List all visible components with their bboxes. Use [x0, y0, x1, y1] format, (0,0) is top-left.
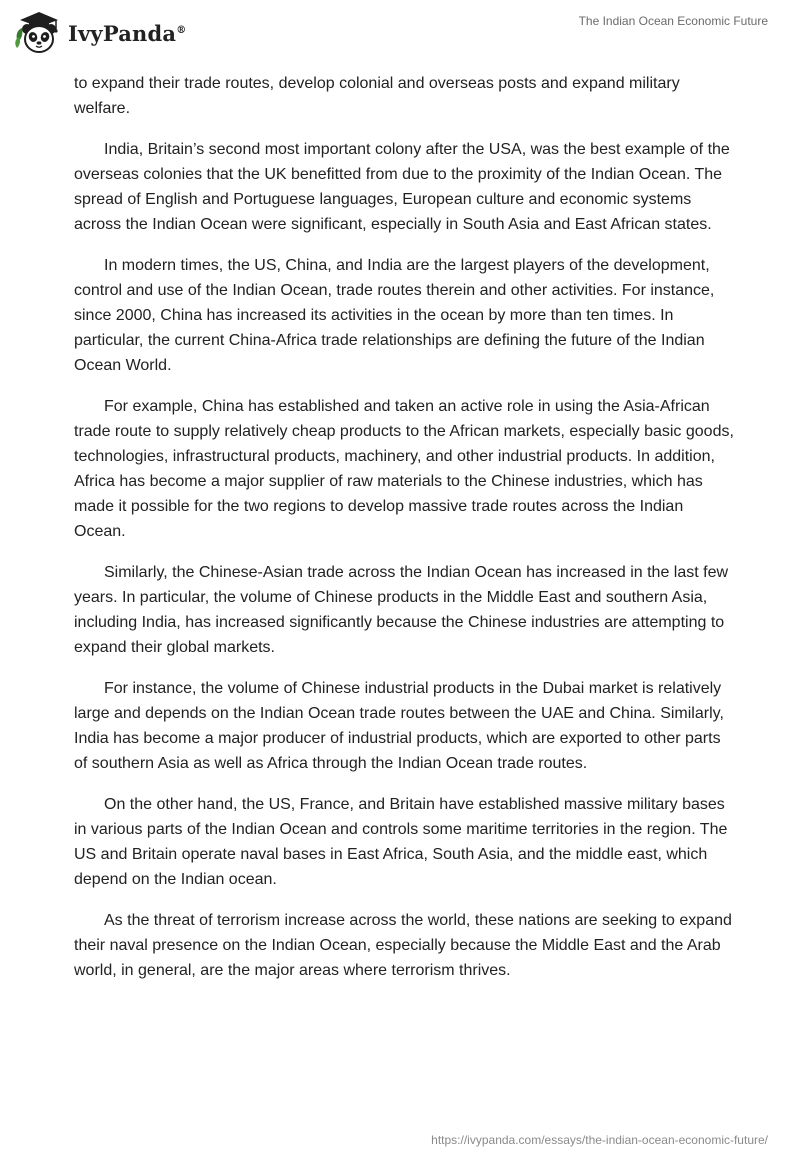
paragraph: to expand their trade routes, develop colonial and overseas posts and expand military welfare.: [74, 75, 680, 117]
paragraph: In modern times, the US, China, and India are the largest players of the development, control and use of the Indian Ocean, trade routes therein and other activities. For instance, since 2000, China has increased its activities in the ocean by more than ten times. In particular, the current China-Africa trade relationships are defining the future of the Indian Ocean World.: [74, 257, 715, 374]
brand-name: IvyPanda®: [68, 20, 187, 46]
registered-mark: ®: [176, 24, 187, 36]
essay-title: The Indian Ocean Economic Future: [578, 14, 768, 28]
page-header: [0, 0, 800, 70]
essay-body: [74, 71, 734, 999]
paragraph: As the threat of terrorism increase across the world, these nations are seeking to expand their naval presence on the Indian Ocean, especially because the Middle East and the Arab world, in general, are the major areas where terrorism thrives.: [74, 912, 732, 979]
panda-graduate-icon: [14, 8, 64, 58]
paragraph: On the other hand, the US, France, and Britain have established massive military bases in various parts of the Indian Ocean and controls some maritime territories in the region. The US and Britain operate naval bases in East Africa, South Asia, and the middle east, which depend on the Indian ocean.: [74, 796, 728, 888]
source-url[interactable]: https://ivypanda.com/essays/the-indian-ocean-economic-future/: [431, 1133, 768, 1147]
paragraph: India, Britain’s second most important colony after the USA, was the best example of the overseas colonies that the UK benefitted from due to the proximity of the Indian Ocean. The spread of English and Portuguese languages, European culture and economic systems across the Indian Ocean were significant, especially in South Asia and East African states.: [74, 141, 730, 233]
paragraph: For example, China has established and taken an active role in using the Asia-African trade route to supply relatively cheap products to the African markets, especially basic goods, technologies, infrastructural products, machinery, and other industrial products. In addition, Africa has become a major supplier of raw materials to the Chinese industries, which has made it possible for the two regions to develop massive trade routes across the Indian Ocean.: [74, 398, 734, 540]
paragraph: Similarly, the Chinese-Asian trade across the Indian Ocean has increased in the last few years. In particular, the volume of Chinese products in the Middle East and southern Asia, including India, has increased significantly because the Chinese industries are attempting to expand their global markets.: [74, 564, 729, 656]
ivypanda-logo[interactable]: [14, 8, 186, 58]
paragraph: For instance, the volume of Chinese industrial products in the Dubai market is relatively large and depends on the Indian Ocean trade routes between the UAE and China. Similarly, India has become a major producer of industrial products, which are exported to other parts of southern Asia as well as Africa through the Indian Ocean trade routes.: [74, 680, 724, 772]
